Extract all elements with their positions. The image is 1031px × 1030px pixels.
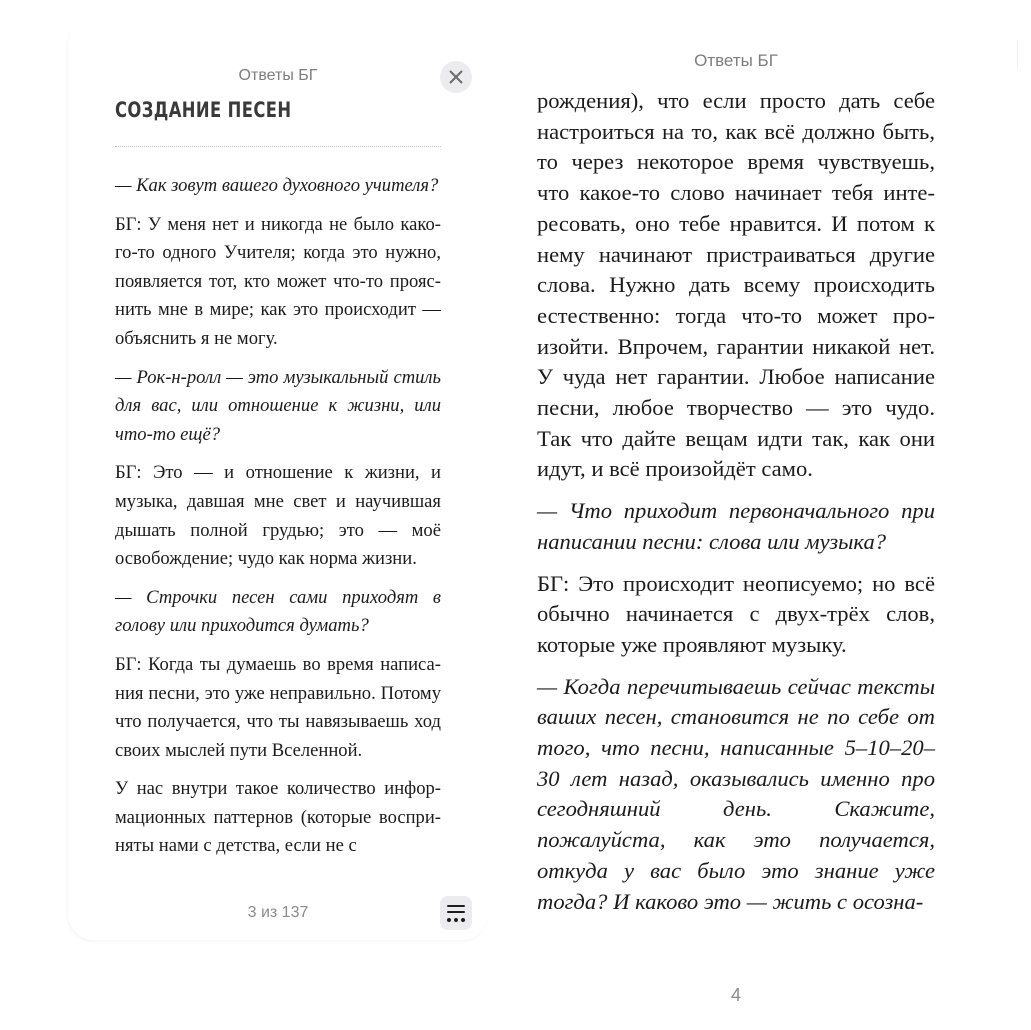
chapter-title: СОЗДАНИЕ ПЕСЕН: [115, 98, 292, 122]
answer-paragraph: БГ: Это происходит неописуемо; но всё обычно начинается с двух-трёх слов, которые уже проявляют музыку.: [537, 570, 935, 657]
right-page: [492, 10, 1017, 1030]
close-icon: [449, 70, 463, 84]
page-text: [115, 172, 441, 871]
question-paragraph: — Строчки песен сами приходят в голову или приходится думать?: [115, 586, 441, 637]
page-number: 4: [730, 985, 741, 1005]
question-paragraph: — Что приходит первоначального при написании песни: слова или музыка?: [537, 498, 935, 554]
answer-paragraph: БГ: У меня нет и никогда не было какого-то одного Учителя; когда это нужно, появляется тот, кто может что-то прояснить мне в мире; как это происходит — объяснить я не могу.: [115, 213, 441, 349]
question-paragraph: — Когда перечитываешь сейчас тексты ваших песен, становится не по себе от того, что песни, написанные 5–10–20–30 лет назад, оказывались именно про сегодняшний день. Скажите, пожалуйста, как это получается, откуда у вас было это знание уже тогда? И каково это — жить с осозна-: [537, 673, 935, 914]
question-paragraph: — Как зовут вашего духовного учителя?: [115, 175, 439, 196]
answer-paragraph: БГ: Когда ты думаешь во время написания песни, это уже неправильно. Потому что получается, что ты навязываешь ход своих мыслей пути Вселенной.: [115, 653, 441, 761]
running-title: Ответы БГ: [238, 67, 318, 84]
answer-paragraph: рождения), что если просто дать себе настроиться на то, как всё должно быть, то через некоторое время чувствуешь, что какое-то слово начинает тебя интересовать, оно тебе нравится. И потом к нему начинают пристраиваться другие слова. Нужно дать всему происходить естественно: тогда что-то может произойти. Впрочем, гарантии никакой нет. У чуда нет гарантии. Любое написание песни, любое творчество — это чудо. Так что дайте вещам идти так, как они идут, и всё произойдёт само.: [537, 88, 935, 482]
left-page: [68, 20, 488, 940]
page-counter: 3 из 137: [247, 904, 309, 921]
page-text: [537, 86, 935, 928]
answer-paragraph: БГ: Это — и отношение к жизни, и музыка, давшая мне свет и научившая дышать полной грудью; это — моё освобождение; чудо как норма жизни.: [115, 462, 441, 570]
close-button[interactable]: [440, 61, 472, 93]
divider: [115, 146, 441, 147]
answer-paragraph: У нас внутри такое количество информационных паттернов (которые восприняты нами с детства, если не с: [115, 778, 441, 857]
running-title: Ответы БГ: [694, 51, 778, 70]
question-paragraph: — Рок-н-ролл — это музыкальный стиль для вас, или отношение к жизни, или что-то ещё?: [115, 366, 441, 445]
page-edge: [1017, 40, 1018, 70]
reader-menu-button[interactable]: [440, 896, 472, 930]
